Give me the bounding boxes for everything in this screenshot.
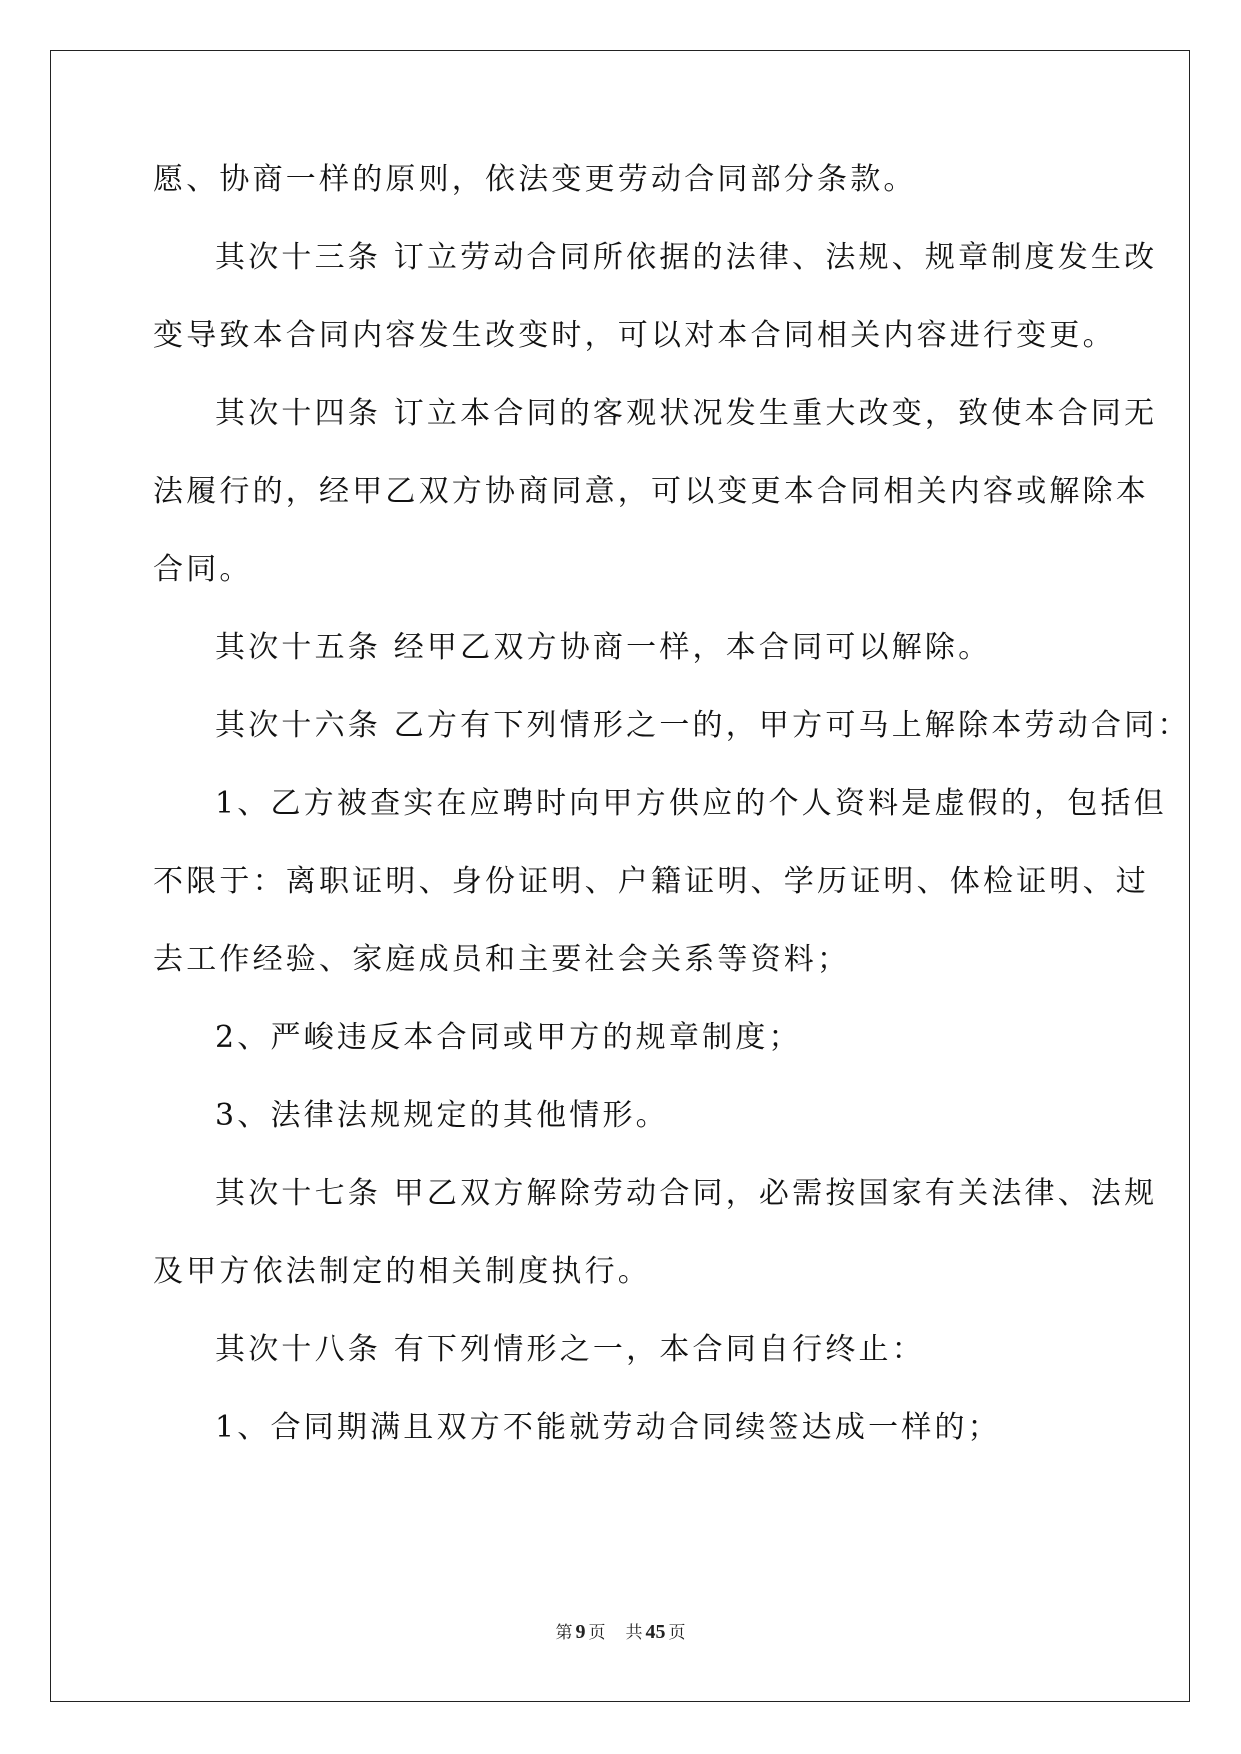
text-line: 变导致本合同内容发生改变时，可以对本合同相关内容进行变更。 [153, 318, 1116, 353]
text-line: 3、法律法规规定的其他情形。 [215, 1098, 669, 1133]
text-line: 去工作经验、家庭成员和主要社会关系等资料； [153, 942, 851, 977]
text-line: 及甲方依法制定的相关制度执行。 [153, 1254, 651, 1289]
total-pages: 45 [645, 1621, 666, 1643]
text-line: 1、合同期满且双方不能就劳动合同续签达成一样的； [215, 1410, 1001, 1445]
text-line: 1、乙方被查实在应聘时向甲方供应的个人资料是虚假的，包括但 [215, 786, 1167, 821]
text-line: 合同。 [153, 552, 253, 587]
page-prefix: 第 [555, 1623, 573, 1643]
text-line: 其次十五条 经甲乙双方协商一样，本合同可以解除。 [215, 630, 992, 665]
text-line: 其次十六条 乙方有下列情形之一的，甲方可马上解除本劳动合同： [215, 708, 1191, 743]
text-line: 愿、协商一样的原则，依法变更劳动合同部分条款。 [153, 162, 917, 197]
text-line: 其次十四条 订立本合同的客观状况发生重大改变，致使本合同无 [215, 396, 1158, 431]
document-body [153, 160, 1191, 1486]
total-suffix: 页 [668, 1623, 686, 1643]
text-line: 法履行的，经甲乙双方协商同意，可以变更本合同相关内容或解除本 [153, 474, 1149, 509]
text-line: 不限于：离职证明、身份证明、户籍证明、学历证明、体检证明、过 [153, 864, 1149, 899]
text-line: 其次十七条 甲乙双方解除劳动合同，必需按国家有关法律、法规 [215, 1176, 1158, 1211]
page-footer [0, 1618, 1241, 1644]
text-line: 2、严峻违反本合同或甲方的规章制度； [215, 1020, 802, 1055]
text-line: 其次十三条 订立劳动合同所依据的法律、法规、规章制度发生改 [215, 240, 1158, 275]
page-number: 9 [575, 1621, 586, 1643]
page-suffix: 页 [588, 1623, 606, 1643]
text-line: 其次十八条 有下列情形之一，本合同自行终止： [215, 1332, 925, 1367]
total-prefix: 共 [625, 1623, 643, 1643]
